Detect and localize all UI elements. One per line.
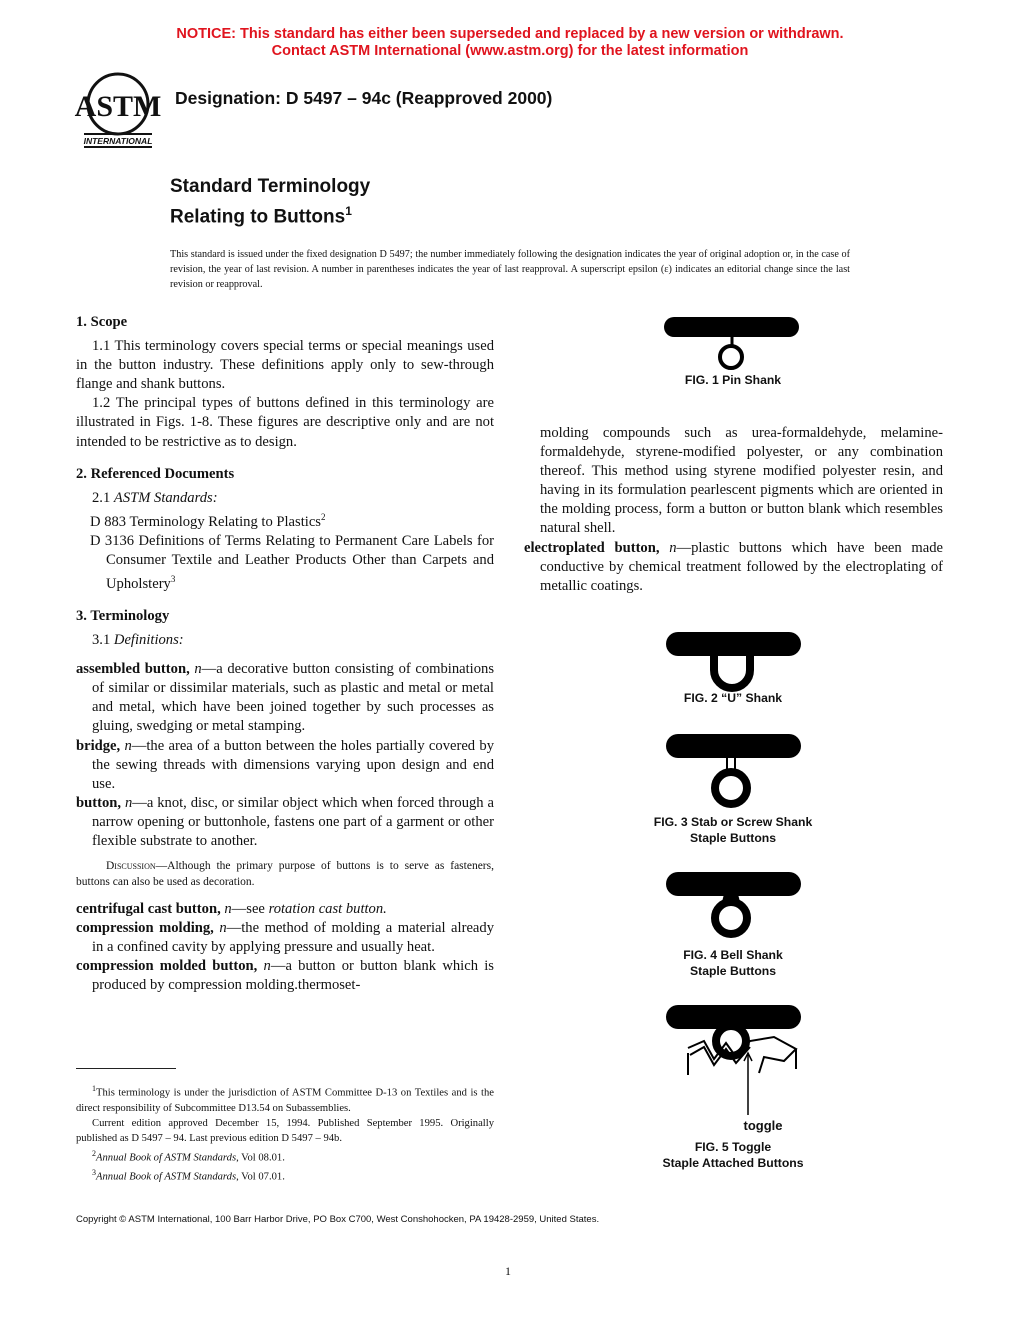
right-column [524,424,943,596]
copyright-notice: Copyright © ASTM International, 100 Barr Harbor Drive, PO Box C700, West Conshohocken, PA 19428-2959, United States. [76,1214,600,1225]
fig-4-bell-shank-illustration [664,870,804,946]
fig-5-toggle-illustration [664,1003,814,1133]
footnote-1-current-edition: Current edition approved December 15, 1994. Published September 1995. Originally published as D 5497 – 94. Last previous edition D 5497 – 94b. [76,1117,494,1144]
section-2-heading: 2. Referenced Documents [76,465,235,482]
svg-text:ASTM: ASTM [74,90,162,123]
compression-molded-continuation: molding compounds such as urea-formaldehyde, melamine-formaldehyde, styrene-modified polyester, or any combination thereof. This method using styrene modified polyester resin, and having in its formulation pearlescent pigments which are oriented in the molding process, form a button or button blank which resembles natural shell. [540,425,943,537]
superseded-notice [0,26,1020,59]
paragraph-1-1: 1.1 This terminology covers special terms or special meanings used in the button industry. These definitions apply only to sew-through flange and shank buttons. [76,338,494,393]
title-line-1: Standard Terminology [170,176,371,197]
footnote-rule [76,1068,176,1069]
term-bridge: bridge, n—the area of a button between the holes partially covered by the sewing threads with dimensions varying upon design and end use. [76,737,494,792]
fig-2-caption: FIG. 2 “U” Shank [683,691,783,705]
term-compression-molding: compression molding, n—the method of molding a material already in a confined cavity by applying pressure and usually heat. [76,920,494,956]
definitions-label: Definitions: [113,632,184,649]
fig-1-pin-shank-illustration [662,315,802,373]
paragraph-1-2: 1.2 The principal types of buttons defined in this terminology are illustrated in Figs. 1-8. These figures are descriptive only and are not intended to be restrictive as to design. [76,395,494,450]
notice-line-2: Contact ASTM International (www.astm.org) for the latest information [271,42,749,59]
footnotes [76,1081,494,1185]
page-number: 1 [505,1264,511,1278]
term-compression-molded-button: compression molded button, n—a button or button blank which is produced by compression molding.thermoset- [76,958,494,994]
title-line-2: Relating to Buttons [170,206,346,228]
footnote-3: $^3$Annual Book of ASTM Standards, Vol 07.01. [92,1168,285,1183]
term-button: button, n—a knot, disc, or similar object which when forced through a narrow opening or buttonhole, fastens one part of a garment or other flexible substrate to another. [76,794,494,849]
footnote-2: $^2$Annual Book of ASTM Standards, Vol 08.01. [92,1148,285,1164]
astm-standards-label: ASTM Standards: [113,489,218,506]
page-title [170,175,370,229]
astm-logo-icon [74,70,162,152]
title-footnote-mark: 1 [345,204,352,218]
footnote-1: $^1$This terminology is under the jurisdiction of ASTM Committee D-13 on Textiles and is the direct responsibility of Subcommittee D13.54 on Subassemblies. [76,1084,494,1114]
term-centrifugal-cast-button: centrifugal cast button, n—see rotation cast button. [76,901,387,918]
fig-3-caption: FIG. 3 Stab or Screw Shank Staple Buttons [653,815,813,845]
fig-1-caption: FIG. 1 Pin Shank [684,373,782,387]
paragraph-3-1-num: 3.1 [92,632,111,649]
issued-statement: This standard is issued under the fixed designation D 5497; the number immediately following the designation indicates the year of original adoption or, in the case of revision, the year of last revision. A number in parentheses indicates the year of last reapproval. A superscript epsilon (ε) indicates an editorial change since the last revision or reapproval. [170,249,850,290]
paragraph-2-1-num: 2.1 [92,489,111,506]
section-1-heading: 1. Scope [76,314,128,330]
fig-5-toggle-label: toggle [743,1118,783,1133]
term-assembled-button: assembled button, n—a decorative button consisting of combinations of similar or dissimilar materials, such as plastic and metal or metal and metal, which have been joined together by such processes as gluing, swedging or metal stamping. [76,661,495,735]
designation: Designation: D 5497 – 94c (Reapproved 2000) [175,88,553,108]
fig-4-caption: FIG. 4 Bell Shank Staple Buttons [683,948,783,978]
fig-2-u-shank-illustration [664,630,804,692]
notice-line-1: NOTICE: This standard has either been superseded and replaced by a new version or withdrawn. [176,26,844,42]
reference-d3136: D 3136 Definitions of Terms Relating to Permanent Care Labels for Consumer Textile and Leather Products Other than Carpets and Upholstery$^3$ [90,532,494,592]
discussion-note: Discussion—Although the primary purpose of buttons is to serve as fasteners, buttons can also be used as decoration. [76,860,494,888]
section-3-heading: 3. Terminology [76,607,170,624]
term-electroplated-button: electroplated button, n—plastic buttons which have been made conductive by chemical treatment followed by the electroplating of metallic coatings. [524,539,943,594]
left-column [76,313,494,996]
fig-5-caption: FIG. 5 Toggle Staple Attached Buttons [662,1140,804,1170]
svg-text:INTERNATIONAL: INTERNATIONAL [83,136,153,146]
reference-d883: D 883 Terminology Relating to Plastics$^2$ [90,511,326,530]
fig-3-stab-shank-illustration [664,732,804,812]
